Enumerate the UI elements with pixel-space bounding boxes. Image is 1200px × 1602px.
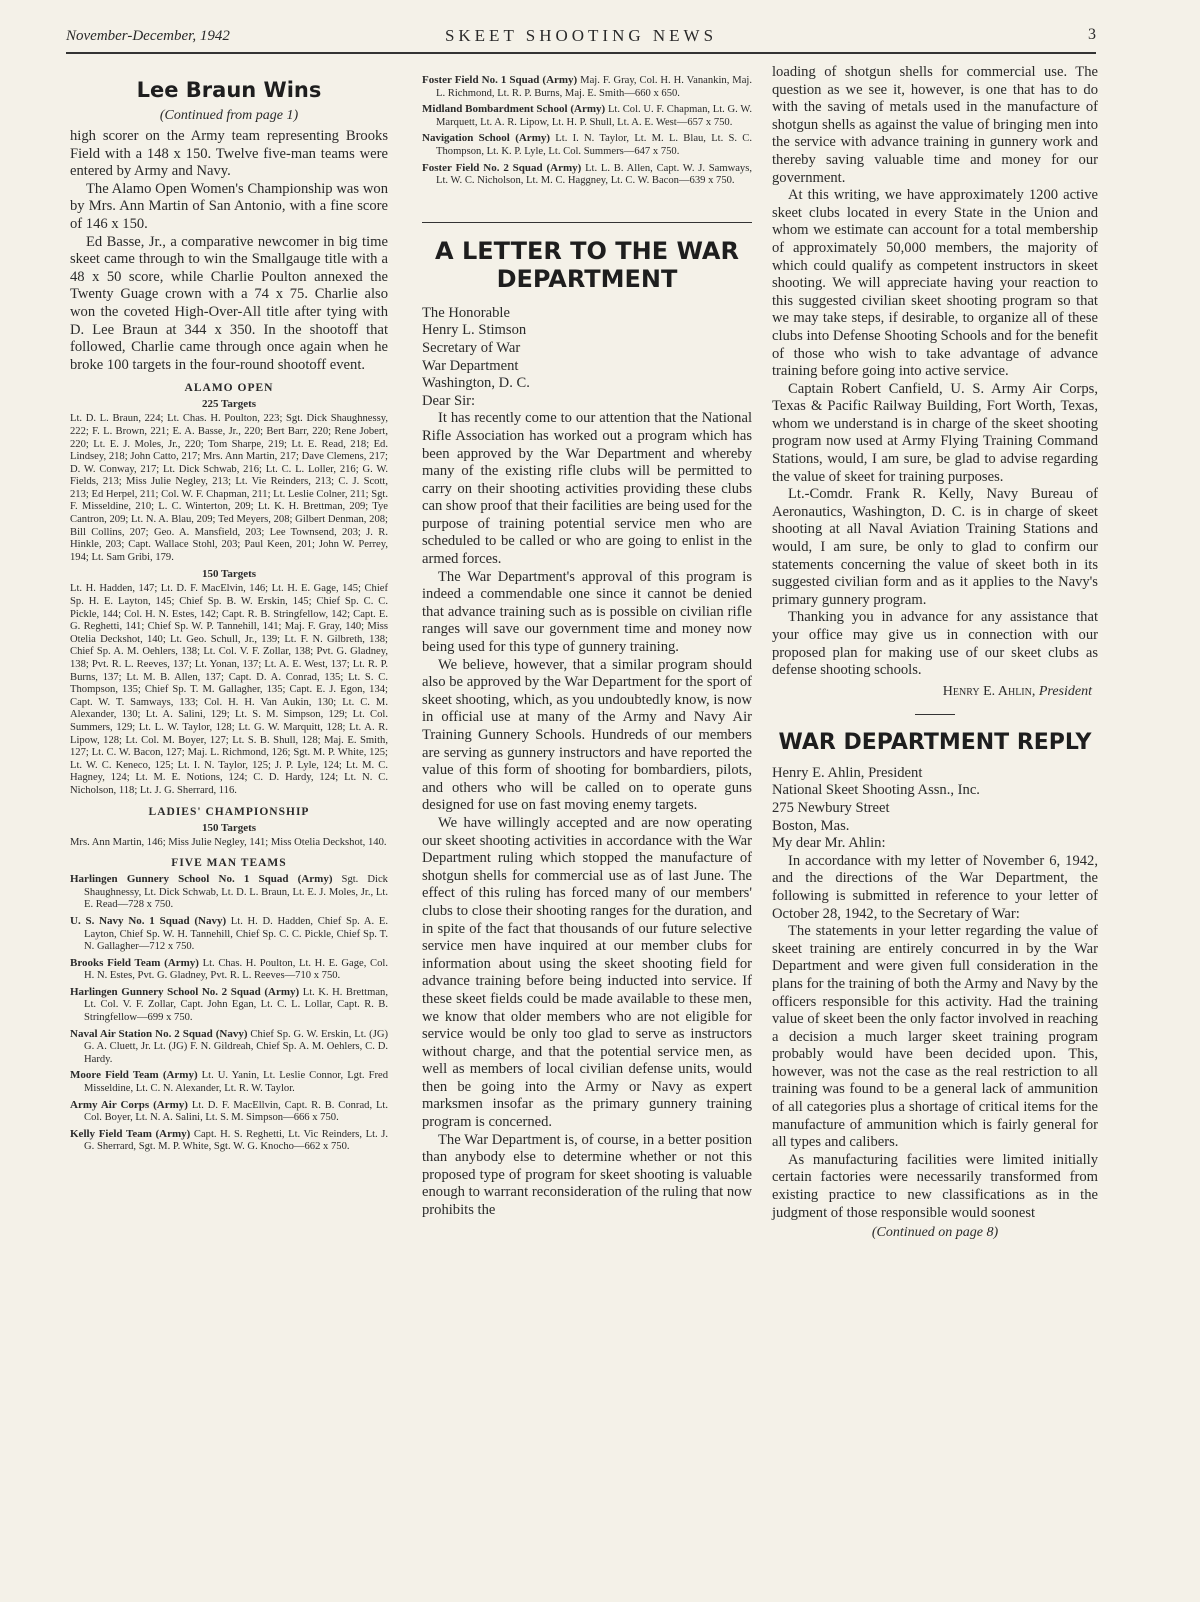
section-heading-ladies: LADIES' CHAMPIONSHIP: [148, 805, 310, 818]
address-line: War Department: [422, 357, 519, 374]
page-number: 3: [1088, 26, 1096, 43]
paragraph: As manufacturing facilities were limited initially certain factories were necessarily transformed from existing practice to new classifications as in the judgment of those responsible would soonest: [772, 1151, 1098, 1221]
signature-title: President: [1038, 683, 1092, 699]
team-detail: Maj. F. Gray, Col. H. H. Vanankin, Maj. L. Richmond, Lt. R. P. Burns, Maj. E. Smith—660 x 650.: [436, 75, 752, 99]
article-title-letter: A LETTER TO THE WAR DEPARTMENT: [435, 236, 739, 293]
address-line: Henry L. Stimson: [422, 322, 527, 339]
results-list-ladies: Mrs. Ann Martin, 146; Miss Julie Negley, 141; Miss Otelia Deckshot, 140.: [70, 836, 387, 848]
team-detail: Capt. H. S. Reghetti, Lt. Vic Reinders, Lt. J. G. Sherrard, Sgt. M. P. White, Sgt. W. G. Knocho—662 x 750.: [84, 1128, 388, 1153]
issue-date: November-December, 1942: [66, 28, 230, 44]
team-detail: Lt. H. D. Hadden, Chief Sp. A. E. Layton, Chief Sp. W. H. Tannehill, Chief Sp. C. C. Pickle, Chief Sp. T. N. Gallagher—712 x 750.: [84, 915, 388, 953]
team-detail: Lt. U. Yanin, Lt. Leslie Connor, Lgt. Fred Misseldine, Lt. C. N. Alexander, Lt. R. W. Taylor.: [84, 1070, 388, 1095]
letter-body-continued: [772, 64, 1098, 680]
continued-from: (Continued from page 1): [159, 108, 299, 123]
team-detail: Sgt. Dick Shaughnessy, Lt. Dick Schwab, Lt. D. L. Braun, Lt. E. J. Moles, Jr., Lt. E. Read—728 x 750.: [84, 874, 388, 911]
address-line: Washington, D. C.: [422, 375, 530, 392]
paragraph: Ed Basse, Jr., a comparative newcomer in big time skeet came through to win the Smallgauge title with a 48 x 50 score, while Charlie Poulton annexed the Twenty Guage crown with a 74 x 75. Charlie also won the coveted High-Over-All title after tying with D. Lee Braun at 344 x 350. In the shootoff that followed, Charlie came through once again when he broke 100 targets in the four-round shootoff event.: [70, 233, 388, 373]
letter-body: [422, 410, 752, 1219]
paragraph: The Alamo Open Women's Championship was won by Mrs. Ann Martin of San Antonio, with a fine score of 146 x 150.: [70, 180, 388, 232]
address-line: 275 Newbury Street: [772, 799, 890, 816]
column-2: [422, 64, 752, 1220]
letter-address: [422, 305, 752, 411]
article1-body: [70, 128, 388, 374]
paragraph: The War Department is, of course, in a better position than anybody else to determine whether or not this proposed type of program for skeet shooting is valuable enough to warrant reconsideration of the ruling that now prohibits the: [422, 1131, 752, 1219]
column-1: [70, 64, 388, 1157]
paragraph: loading of shotgun shells for commercial use. The question as we see it, however, is one that has to do with the saving of metals used in the manufacture of shotgun shells as against the value of bringing men into the service with advance training in gunnery work and thereby saving valuable time and money for our government.: [772, 64, 1098, 186]
list-item: [70, 873, 388, 912]
address-line: Secretary of War: [422, 339, 521, 356]
team-detail: Lt. I. N. Taylor, Lt. M. L. Blau, Lt. S. C. Thompson, Lt. K. P. Lyle, Lt. Col. Summers—647 x 750.: [436, 133, 753, 157]
team-name: Midland Bombardment School (Army): [422, 103, 606, 116]
list-item: [70, 957, 388, 983]
paragraph: Captain Robert Canfield, U. S. Army Air Corps, Texas & Pacific Railway Building, Fort Worth, Texas, whom we understand is in charge of the skeet shooting program now used at Army Flying Training Command Stations, would, I am sure, be glad to advise regarding the value of skeet for training purposes.: [772, 380, 1098, 485]
address-line: Boston, Mas.: [772, 817, 850, 834]
team-detail: Lt. K. H. Brettman, Lt. Col. V. F. Zollar, Capt. John Egan, Lt. C. L. Lollar, Capt. R. B. Stringfellow—699 x 750.: [84, 986, 388, 1024]
paragraph: We have willingly accepted and are now operating our skeet shooting activities in accordance with the War Department ruling which stopped the manufacture of shotgun shells for commercial use as of last June. The effect of this ruling has forced many of our members' clubs to close their shooting ranges for the duration, and in spite of the fact that thousands of our future selective service men have inquired at our member clubs for information about using the skeet shooting field for advance training before being inducted into service. If these skeet fields could be made available to these men, we know that older members who are not eligible for service would be only too glad to serve as instructors without charge, and that the potential service men, as well as members of local civilian defense units, would then be going into the Army or Navy as expert marksmen insofar as the primary gunnery training program is concerned.: [422, 814, 752, 1131]
list-item: [422, 132, 752, 158]
list-item: [422, 162, 752, 188]
reply-address: [772, 765, 1098, 853]
column-3: [772, 64, 1098, 1241]
team-detail: Lt. D. F. MacEllvin, Capt. R. B. Conrad, Lt. Col. Boyer, Lt. N. A. Salini, Lt. S. M. Simpson—666 x 750.: [84, 1099, 389, 1124]
team-name: Harlingen Gunnery School No. 1 Squad (Army): [70, 873, 333, 886]
team-detail: Lt. L. B. Allen, Capt. W. J. Samways, Lt. W. C. Nicholson, Lt. M. C. Haggney, Lt. C. W. Bacon—639 x 750.: [436, 162, 753, 187]
paragraph: The War Department's approval of this program is indeed a commendable one since it cannot be denied that advance training such as is possible on civilian rifle ranges will save our government time and money now being used for this type of gunnery training.: [422, 568, 752, 656]
section-heading-five-man: FIVE MAN TEAMS: [171, 857, 287, 870]
results-list-150: Lt. H. Hadden, 147; Lt. D. F. MacElvin, 146; Lt. H. E. Gage, 145; Chief Sp. H. E. Layton, 145; Chief Sp. B. W. Erskin, 145; Chief Sp. C. C. Pickle, 144; Col. H. N. Estes, 142; Capt. R. B. Stringfellow, 142; Capt. E. G. Reghetti, 141; Chief Sp. W. P. Tannehill, 141; Maj. F. Gray, 140; Miss Otelia Deckshot, 140; Lt. Geo. Schull, Jr., 139; Lt. F. N. Gilbreth, 138; Chief Sp. A. M. Oehlers, 138; Lt. Col. V. F. Zollar, 138; Pvt. G. Gladney, 138; Pvt. R. L. Reeves, 137; Lt. Yonan, 137; Lt. A. E. West, 137; Lt. R. P. Burns, 137; Lt. M. B. Allen, 137; Capt. D. A. Conrad, 135; Lt. S. C. Thompson, 135; Chief Sp. T. M. Gallagher, 135; Capt. E. J. Egon, 134; Capt. W. T. Samways, 133; Col. H. H. Van Aukin, 130; Lt. C. M. Alexander, 130; Lt. A. Salini, 129; Lt. S. M. Simpson, 129; Lt. Col. Summers, 129; Lt. L. W. Taylor, 128; Lt. G. W. Marquitt, 128; Lt. A. R. Lipow, 128; Lt. Col. M. Boyer, 127; Lt. S. B. Shull, 128; Maj. E. Smith, 127; Lt. C. W. Bacon, 127; Maj. L. Richmond, 126; Sgt. M. P. White, 125; Lt. W. C. Keneco, 125; Lt. I. N. Taylor, 125; J. P. Lyle, 124; Lt. M. C. Hagney, 124; Lt. M. E. Notions, 124; C. D. Hardy, 124; Lt. N. C. Nicholson, 118; Lt. J. G. Sherrard, 116.: [70, 583, 388, 796]
divider: [422, 222, 752, 223]
page-header: [66, 24, 1096, 54]
results-list-225: Lt. D. L. Braun, 224; Lt. Chas. H. Poulton, 223; Sgt. Dick Shaughnessy, 222; F. L. Brown, 221; E. A. Basse, Jr., 220; Bert Barr, 220; Rene Jobert, 220; Lt. E. J. Moles, Jr., 220; Tom Sharpe, 219; Lt. E. Read, 218; Ed. Lindsey, 218; John Catto, 217; Mrs. Ann Martin, 217; Dave Clemens, 217; D. W. Conway, 217; Lt. Dick Schwab, 216; Lt. C. L. Loller, 216; G. W. Fields, 213; Miss Julie Negley, 213; Lt. Vie Reinders, 213; C. J. Scott, 213; Ed Herpel, 211; Col. W. F. Chapman, 211; Lt. Leslie Colner, 211; Sgt. F. Misseldine, 210; L. C. Winterton, 209; Lt. K. H. Brettman, 209; Tye Cantron, 209; Lt. N. A. Blau, 209; Ted Meyers, 208; Gilbert Denman, 208; Bill Collins, 207; Geo. A. Mansfield, 203; Lee Townsend, 203; J. R. Hinkle, 203; Capt. Wallace Stohl, 203; Paul Keen, 201; John W. Perrey, 194; Lt. Sam Gribi, 179.: [70, 413, 388, 563]
team-detail: Chief Sp. G. W. Erskin, Lt. (JG) G. A. Cluett, Jr. Lt. (JG) F. N. Gildreah, Chief Sp. A. M. Oehlers, C. D. Hardy.: [84, 1028, 388, 1065]
team-name: Kelly Field Team (Army): [70, 1127, 191, 1140]
team-name: U. S. Navy No. 1 Squad (Navy): [70, 914, 227, 927]
list-item: [70, 1028, 388, 1067]
paragraph: In accordance with my letter of November 6, 1942, and the directions of the War Department, the following is submitted in reference to your letter of October 28, 1942, to the Secretary of War:: [772, 852, 1098, 922]
paragraph: Lt.-Comdr. Frank R. Kelly, Navy Bureau of Aeronautics, Washington, D. C. is in charge of skeet shooting at all Naval Aviation Training Stations and would, I am sure, be only to glad to confirm our statements concerning the value of skeet both in its suggested civilian form and as it applies to the Navy's primary gunnery program.: [772, 486, 1098, 608]
paragraph: high scorer on the Army team representing Brooks Field with a 148 x 150. Twelve five-man teams were entered by Army and Navy.: [70, 128, 388, 180]
team-name: Foster Field No. 1 Squad (Army): [422, 74, 578, 86]
article-title-lee-braun: Lee Braun Wins: [136, 78, 322, 102]
sub-heading-150: 150 Targets: [201, 568, 257, 581]
team-name: Navigation School (Army): [422, 132, 551, 145]
paragraph: The statements in your letter regarding the value of skeet training are entirely concurred in by the War Department and were given full consideration in the plans for the training of both the Army and Navy by the officers responsible for this activity. Had the training value of skeet been the only factor involved in reaching a decision a much larger skeet training program probably would have been decided upon. This, however, was not the case as the real restriction to all training was found to be a general lack of ammunition of all categories plus a shortage of critical items for the manufacture of ammunition which is fairly general for all types and calibers.: [772, 923, 1098, 1151]
team-name: Army Air Corps (Army): [70, 1098, 188, 1111]
team-name: Harlingen Gunnery School No. 2 Squad (Army): [70, 985, 300, 998]
salutation: My dear Mr. Ahlin:: [772, 835, 886, 852]
signature-name: Henry E. Ahlin,: [942, 683, 1036, 699]
list-item: [70, 1069, 388, 1095]
team-list-continued: [422, 74, 752, 188]
list-item: [70, 915, 388, 954]
list-item: [70, 1128, 388, 1154]
paragraph: We believe, however, that a similar program should also be approved by the War Department for the sport of skeet shooting, which, as you undoubtedly know, is now in official use at many of the Army and Navy Air Training Gunnery Schools. Hundreds of our members are serving as gunnery instructors and have reported the value of this form of shooting for bombardiers, pilots, and others who will be called on to operate guns designed for use on fast moving enemy targets.: [422, 656, 752, 814]
list-item: [70, 986, 388, 1025]
team-name: Brooks Field Team (Army): [70, 956, 199, 969]
team-detail: Lt. Col. U. F. Chapman, Lt. G. W. Marquett, Lt. A. R. Lipow, Lt. H. P. Shull, Lt. A. E. West—657 x 750.: [436, 104, 753, 128]
list-item: [422, 74, 752, 100]
paragraph: It has recently come to our attention that the National Rifle Association has worked out a program which has been approved by the War Department and whereby many of the existing rifle clubs will be permitted to carry on their shooting activities providing these clubs can show proof that their facilities are being used for the purpose of training potential service men who are scheduled to be called or who are going to enlist in the armed forces.: [422, 410, 752, 568]
address-line: The Honorable: [422, 304, 510, 321]
paragraph: Thanking you in advance for any assistance that your office may give us in connection with our proposed plan for making use of our skeet clubs as defense shooting schools.: [772, 609, 1098, 679]
salutation: Dear Sir:: [422, 392, 476, 409]
team-name: Moore Field Team (Army): [70, 1069, 198, 1082]
team-detail: Lt. Chas. H. Poulton, Lt. H. E. Gage, Col. H. N. Estes, Pvt. G. Gladney, Pvt. R. L. Reeves—710 x 750.: [84, 957, 388, 982]
paragraph: At this writing, we have approximately 1200 active skeet clubs located in every State in the Union and whom we estimate can account for a total membership of approximately 50,000 members, the majority of which could qualify as competent instructors in skeet shooting. We will appreciate having your reaction to this suggested civilian skeet shooting program so that we may take steps, if desirable, to organize all of these clubs into Defense Shooting Schools and for the benefit of those who wish to take advantage of advance training before going into active service.: [772, 187, 1098, 380]
list-item: [70, 1099, 388, 1125]
article-title-reply: WAR DEPARTMENT REPLY: [778, 729, 1092, 755]
section-heading-alamo-open: ALAMO OPEN: [184, 382, 274, 395]
team-list: [70, 873, 388, 1154]
list-item: [422, 103, 752, 129]
sub-heading-ladies-150: 150 Targets: [201, 821, 257, 834]
publication-name: SKEET SHOOTING NEWS: [444, 26, 718, 45]
sub-heading-225: 225 Targets: [201, 398, 257, 411]
address-line: Henry E. Ahlin, President: [772, 764, 923, 781]
reply-body: [772, 853, 1098, 1222]
divider: [915, 714, 955, 715]
team-name: Foster Field No. 2 Squad (Army): [422, 161, 582, 174]
address-line: National Skeet Shooting Assn., Inc.: [772, 782, 980, 799]
continued-on: (Continued on page 8): [871, 1225, 999, 1241]
team-name: Naval Air Station No. 2 Squad (Navy): [70, 1027, 248, 1040]
signature: [772, 684, 1092, 700]
